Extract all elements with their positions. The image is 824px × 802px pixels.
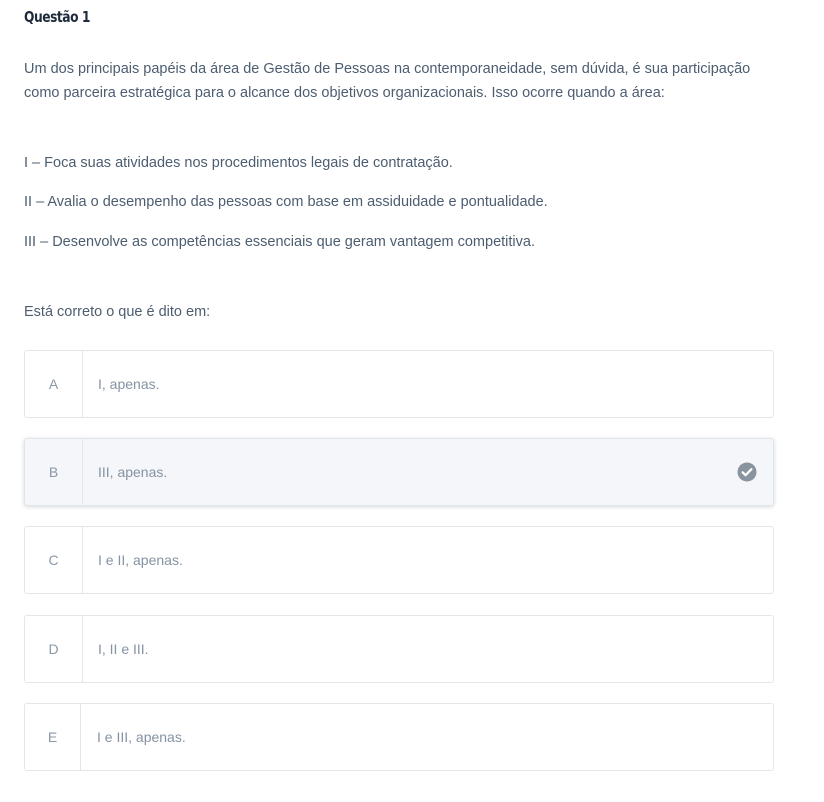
question-statement: Um dos principais papéis da área de Gestão de Pessoas na contemporaneidade, sem dúvida, é sua participação como parceira estratégica para o alcance dos objetivos organizacionais. Isso ocorre quando a área:	[24, 61, 751, 101]
option-letter: C	[25, 527, 83, 593]
question-prompt: Está correto o que é dito em:	[24, 304, 211, 320]
option-text: I e III, apenas.	[97, 729, 186, 745]
statement-item-3: III – Desenvolve as competências essenciais que geram vantagem competitiva.	[24, 234, 535, 250]
answer-option-a[interactable]	[24, 350, 774, 418]
option-letter: B	[25, 439, 83, 505]
answer-option-e[interactable]	[24, 703, 774, 771]
answer-option-b[interactable]	[24, 438, 774, 506]
answer-option-d[interactable]	[24, 615, 774, 683]
option-text: I, II e III.	[98, 641, 149, 657]
option-text: I e II, apenas.	[98, 552, 183, 568]
answer-option-c[interactable]	[24, 526, 774, 594]
statement-item-1: I – Foca suas atividades nos procedimentos legais de contratação.	[24, 155, 453, 171]
check-circle-icon	[737, 462, 757, 482]
statement-item-2: II – Avalia o desempenho das pessoas com base em assiduidade e pontualidade.	[24, 194, 548, 210]
option-letter: D	[25, 616, 83, 682]
option-letter: A	[25, 351, 83, 417]
option-text: I, apenas.	[98, 376, 160, 392]
option-text: III, apenas.	[98, 464, 168, 480]
option-letter: E	[25, 704, 81, 770]
question-title: Questão 1	[24, 8, 90, 26]
